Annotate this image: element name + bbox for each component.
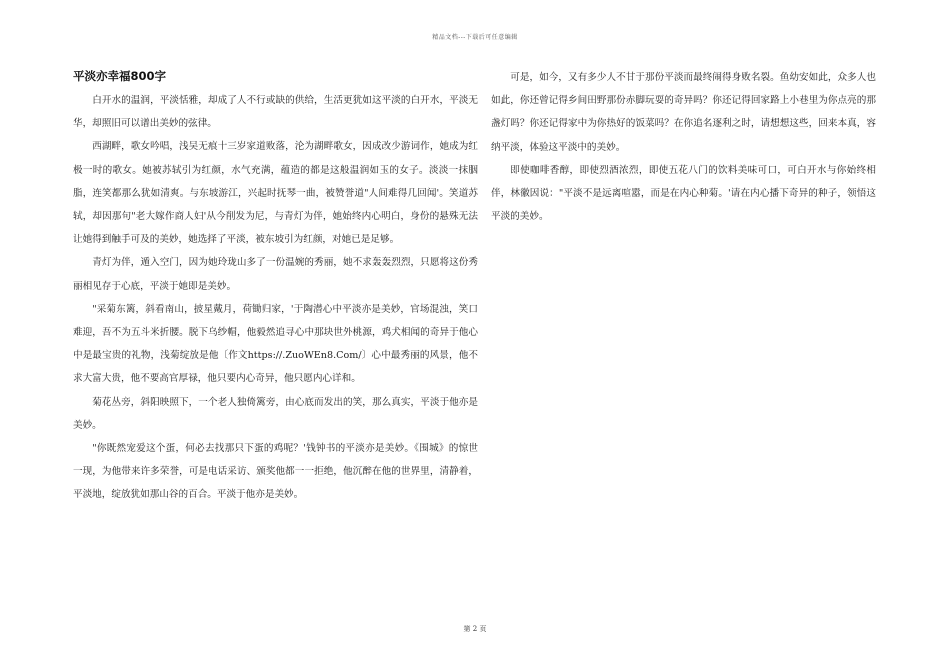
page-number: 第 2 页 [463,625,487,633]
page-header: 精品文档---下载后可任意编辑 [432,34,518,41]
paragraph: 白开水的温润，平淡恬雅，却成了人不行或缺的供给，生活更犹如这平淡的白开水，平淡无华，却照旧可以谱出美妙的弦律。 [73,95,478,130]
paragraph: 西湖畔，歌女吟唱，浅吴无痕十三岁家道败落，沦为湖畔歌女，因成改少游词作，她成为红极一时的歌女。她被苏轼引为红颜，水气充满，蕴造的都是这般温润如玉的女子。淡淡一抹胭脂，连笑都那么犹如清爽。与东坡游江，兴起时抚琴一曲，被赞誉道"人间难得几回闻'。笑道苏轼，却因那句"老大嫁作商人妇'从今削发为尼，与青灯为伴，她始终内心明白，身份的悬殊无法让她得到触手可及的美妙，她选择了平淡，被东坡引为红颜，对她已是足够。 [73,141,478,246]
paragraph: "采菊东篱，斜看南山，披星戴月，荷锄归家，'于陶潜心中平淡亦是美妙，官场混浊，笑口难迎，吾不为五斗米折腰。脱下乌纱帽，他毅然追寻心中那块世外桃源，鸡犬相闻的奇异于他心中是最宝贵的礼物，浅菊绽放是他〔作文https://.ZuoWEn8.Com/〕心中最秀丽的风景，他不求大富大贵，他不要高官厚禄，他只要内心奇异，他只愿内心详和。 [73,303,478,385]
article-title: 平淡亦幸福800字 [73,69,167,83]
right-column [491,66,876,228]
paragraph: 菊花丛旁，斜阳映照下，一个老人独倚篱旁，由心底而发出的笑，那么真实，平淡于他亦是美妙。 [73,396,478,431]
paragraph: 可是，如今，又有多少人不甘于那份平淡而最终闹得身败名裂。鱼幼安如此，众多人也如此，你还曾记得乡间田野那份赤脚玩耍的奇异吗？你还记得回家路上小巷里为你点亮的那盏灯吗？你还记得家中为你热好的饭菜吗？在你追名逐利之时，请想想这些，回来本真，容纳平淡，体验这平淡中的美妙。 [491,72,876,153]
paragraph: "你既然宠爱这个蛋，何必去找那只下蛋的鸡呢？'钱钟书的平淡亦是美妙。《围城》的惊世一现，为他带来许多荣誉，可是电话采访、颁奖他都一一拒绝，他沉醉在他的世界里，清静着，平淡地，绽放犹如那山谷的百合。平淡于他亦是美妙。 [73,443,478,501]
paragraph: 青灯为伴，遁入空门，因为她玲珑山多了一份温婉的秀丽，她不求轰轰烈烈，只愿将这份秀丽相见存于心底，平淡于她即是美妙。 [73,257,478,292]
left-column [73,66,478,507]
paragraph: 即使咖啡香醇，即使烈酒浓烈，即使五花八门的饮料美味可口，可白开水与你始终相伴，林徽因说："平淡不是远离喧嚣，而是在内心种菊。'请在内心播下奇异的种子，领悟这平淡的美妙。 [491,164,876,223]
